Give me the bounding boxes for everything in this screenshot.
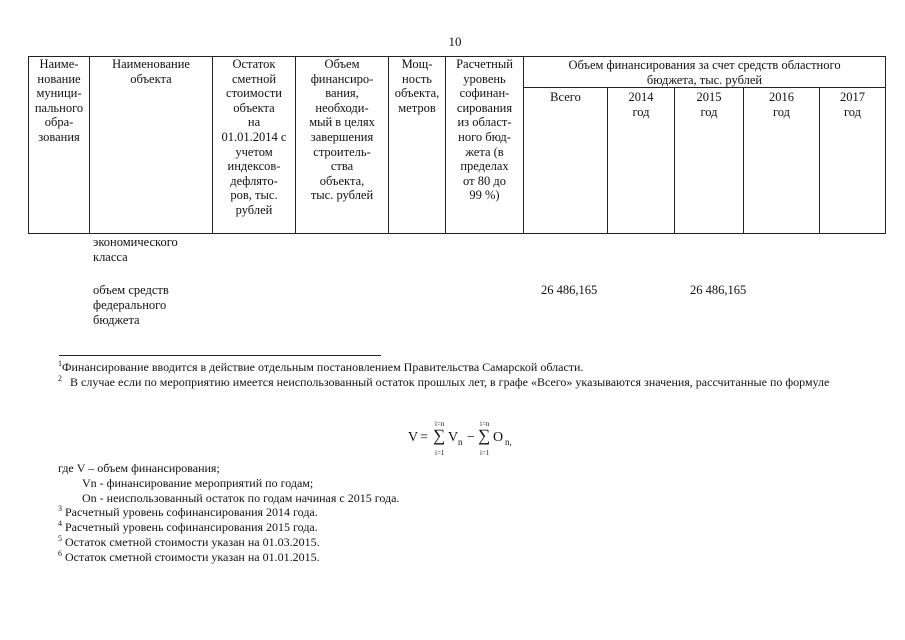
text-line: на xyxy=(247,115,261,130)
federal-budget-label xyxy=(93,283,169,328)
header-remaining-cost xyxy=(213,57,296,234)
sum1-lower: i=1 xyxy=(435,449,445,457)
text-line: необходи- xyxy=(315,100,369,115)
formula-equals: = xyxy=(420,430,428,445)
text-line: Объем финансирования за счет средств областного xyxy=(568,58,841,72)
footnote-mark: 5 xyxy=(58,534,62,543)
header-year-2015 xyxy=(675,88,744,234)
text-line: метров xyxy=(398,100,436,115)
text-line: завершения xyxy=(310,129,374,144)
text-line: жета (в xyxy=(465,144,504,159)
text-line: 2016 xyxy=(769,90,794,105)
header-municipality xyxy=(29,57,90,234)
footnote-divider xyxy=(59,355,381,356)
header-year-2014 xyxy=(608,88,675,234)
footnote-text: Расчетный уровень софинансирования 2015 года. xyxy=(65,520,318,534)
text-line: объекта xyxy=(233,100,275,115)
text-line: ства xyxy=(330,159,354,174)
footnote-2 xyxy=(58,375,868,389)
text-line: 2017 xyxy=(840,90,866,105)
footnote-6 xyxy=(58,550,320,564)
where-line-on: On - неиспользованный остаток по годам начиная с 2015 года. xyxy=(82,491,400,505)
sum2-sigma: ∑ xyxy=(478,426,491,445)
footnote-text: Остаток сметной стоимости указан на 01.01.2015. xyxy=(65,550,320,564)
term1-sub: n xyxy=(458,437,463,447)
federal-budget-total: 26 486,165 xyxy=(541,283,598,297)
term1: V xyxy=(448,430,459,445)
text-line: бюджета xyxy=(93,313,140,327)
formula-lhs: V xyxy=(408,430,419,445)
footnote-mark: 6 xyxy=(58,549,62,558)
text-line: зования xyxy=(38,129,80,144)
federal-budget-2015: 26 486,165 xyxy=(690,283,747,297)
text-line: финансиро- xyxy=(310,71,374,86)
sum1-upper: i=n xyxy=(435,420,445,428)
formula xyxy=(408,420,568,464)
footnote-mark: 4 xyxy=(58,519,62,528)
sum2-upper: i=n xyxy=(480,420,490,428)
text-line: год xyxy=(632,104,650,119)
text-line: индексов- xyxy=(227,159,281,174)
text-line: объекта, xyxy=(319,173,365,188)
text-line: ров, тыс. xyxy=(230,188,278,203)
footnote-mark: 3 xyxy=(58,504,62,513)
text-line: дефлято- xyxy=(230,173,278,188)
text-line: нование xyxy=(37,71,81,86)
text-line: мый в целях xyxy=(309,115,375,130)
text-line: объем средств xyxy=(93,283,169,297)
text-line: Всего xyxy=(550,90,581,105)
footnote-3 xyxy=(58,505,318,519)
footnote-text: Финансирование вводится в действие отдельным постановлением Правительства Самарской области. xyxy=(62,360,584,374)
footnote-4 xyxy=(58,520,318,534)
footnote-mark: 1 xyxy=(58,359,62,368)
header-financing-volume xyxy=(296,57,389,234)
term2: O xyxy=(493,430,504,445)
sum1-sigma: ∑ xyxy=(433,426,446,445)
text-line: из област- xyxy=(457,115,512,130)
text-line: софинан- xyxy=(459,86,510,101)
text-line: ность xyxy=(402,71,432,86)
text-line: год xyxy=(772,104,791,119)
header-year-2016 xyxy=(744,88,820,234)
footnote-text: Остаток сметной стоимости указан на 01.03.2015. xyxy=(65,535,320,549)
footnote-5 xyxy=(58,535,320,549)
text-line: сметной xyxy=(231,71,277,86)
footnote-mark: 2 xyxy=(58,374,62,383)
text-line: сирования xyxy=(456,100,513,115)
text-line: вания, xyxy=(325,86,359,101)
text-line: муници- xyxy=(36,86,82,101)
text-line: объекта xyxy=(130,71,172,86)
page-number: 10 xyxy=(448,34,462,49)
text-line: Остаток xyxy=(232,57,276,71)
text-line: ного бюд- xyxy=(458,129,511,144)
text-line: объекта, xyxy=(394,86,440,101)
text-line: Наименование xyxy=(112,57,190,71)
header-cofinancing-level xyxy=(446,57,524,234)
text-line: Мощ- xyxy=(401,57,433,71)
text-line: пределах xyxy=(460,159,509,174)
text-line: федерального xyxy=(93,298,167,312)
header-total xyxy=(524,88,608,234)
text-line: бюджета, тыс. рублей xyxy=(646,72,763,87)
header-capacity xyxy=(389,57,446,234)
term2-sub: n, xyxy=(505,437,512,447)
text-line: Расчетный xyxy=(456,57,513,71)
text-line: 01.01.2014 с xyxy=(221,129,287,144)
text-line: строитель- xyxy=(313,144,371,159)
sum2-lower: i=1 xyxy=(480,449,490,457)
text-line: год xyxy=(843,104,862,119)
header-object-name xyxy=(90,57,213,234)
header-table xyxy=(28,56,886,234)
text-line: 2014 xyxy=(628,90,654,105)
footnote-text: В случае если по мероприятию имеется неиспользованный остаток прошлых лет, в графе «Всего» указываются значения, рассчитанные по формуле xyxy=(70,375,830,389)
text-line: год xyxy=(700,104,718,119)
header-year-2017 xyxy=(820,88,886,234)
text-line: класса xyxy=(93,250,128,264)
text-line: Наиме- xyxy=(39,57,79,71)
header-regional-financing xyxy=(524,57,886,88)
where-line-v: где V – объем финансирования; xyxy=(58,461,220,475)
footnote-1 xyxy=(58,360,583,374)
text-line: 2015 xyxy=(696,90,722,105)
text-line: обра- xyxy=(44,115,74,130)
text-line: уровень xyxy=(463,71,506,86)
text-line: 99 %) xyxy=(469,188,500,203)
text-line: от 80 до xyxy=(463,173,506,188)
prev-row-label-tail xyxy=(93,235,178,265)
text-line: рублей xyxy=(235,202,273,217)
text-line: тыс. рублей xyxy=(310,188,374,203)
text-line: стоимости xyxy=(226,86,282,101)
text-line: пального xyxy=(34,100,84,115)
formula-minus: − xyxy=(467,430,475,445)
where-line-vn: Vn - финансирование мероприятий по годам; xyxy=(82,476,314,490)
text-line: учетом xyxy=(235,144,273,159)
text-line: экономического xyxy=(93,235,178,249)
footnote-text: Расчетный уровень софинансирования 2014 года. xyxy=(65,505,318,519)
text-line: Объем xyxy=(324,57,360,71)
